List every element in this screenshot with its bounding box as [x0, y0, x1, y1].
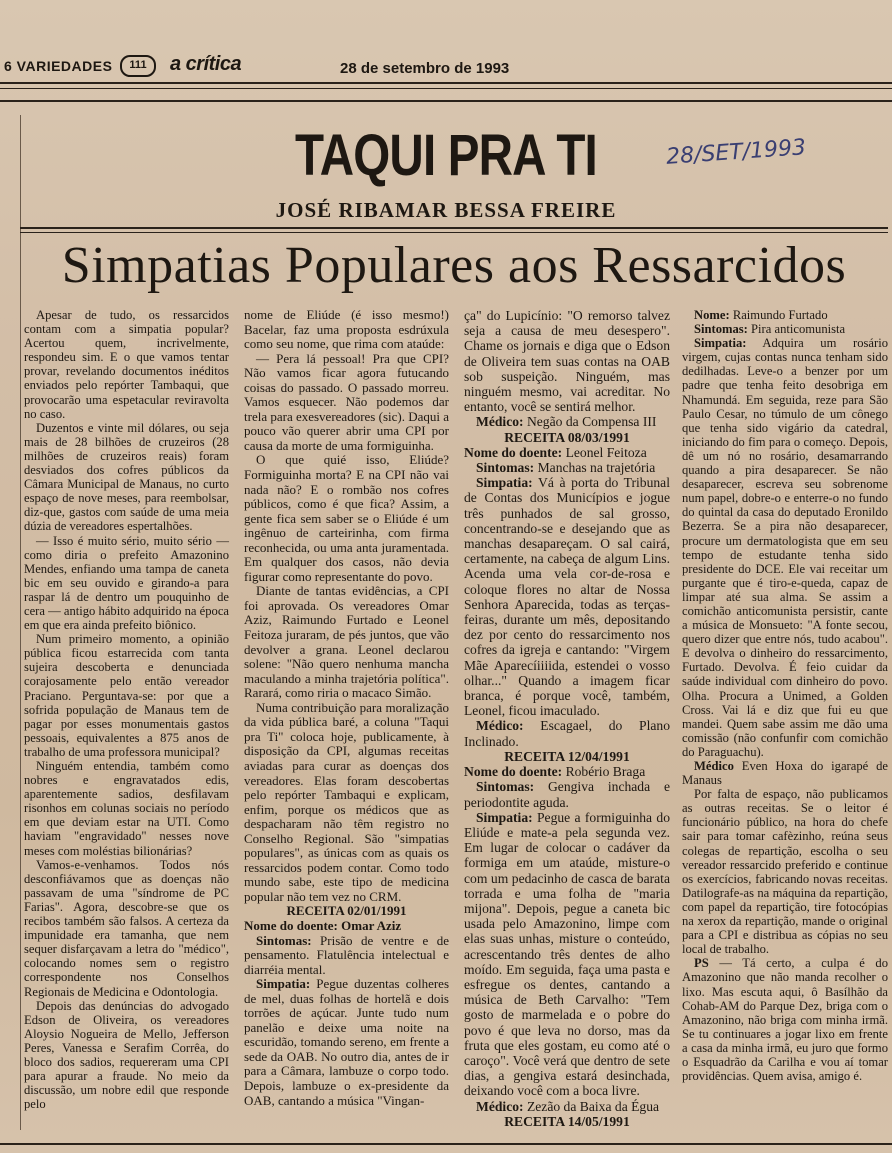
- paragraph: O que quié isso, Eliúde? Formiguinha morta? E na CPI não vai nada não? E o rombão nos cofres públicos, como é que fica? Assim, a gente fica sem saber se o Eliúde é um ingênuo de carteirinha, com firma reconhecida, ou uma anta juramentada. Em qualquer dos casos, não devia figurar como representante do povo.: [244, 452, 449, 584]
- bottom-rule: [0, 1143, 892, 1145]
- article-column-1: [24, 308, 229, 1111]
- field-label: Médico:: [476, 414, 524, 430]
- field-label: Nome:: [694, 308, 730, 322]
- recipe-symptoms: [244, 934, 449, 978]
- article-column-4: [682, 308, 888, 1083]
- field-value: Pegue a formiguinha do Eliúde e mate-a pela segunda vez. Em lugar de colocar o cadáver da formiga em um ataúde, misture-o com um pedacinho de casca de barata torrada e uma folha de "maria mijona". Depois, pegue a caneta bic usada pelo Amazonino, limpe com elas suas unhas, misture o conteúdo, acrescentando três dentes de alho moído. Em seguida, faça uma pasta e esfregue os dentes, cantando a música de Beth Carvalho: "Tem gosto de marmelada e o pobre do povo é que leva no dorso, mas da fruta que eles gostam, eu como até o caroço". Você verá que dentro de sete dias, a gengiva estará desinchada, deixando você com a boca livre.: [464, 809, 670, 1099]
- recipe-symptoms: [464, 460, 670, 475]
- field-value: Pegue duzentas colheres de mel, duas folhas de hortelã e dois torrões de açúcar. Junte tudo num panelão e deixe uma noite na escuridão, tomando sereno, em frente a sede da OAB. No outro dia, antes de ir para a Câmara, lambuze o corpo todo. Depois, lambuze o ex-presidente da OAB, cantando a música "Vingan-: [244, 976, 449, 1108]
- field-value: Omar Aziz: [337, 917, 402, 933]
- newspaper-name: a crítica: [170, 53, 242, 75]
- paragraph: nome de Eliúde (é isso mesmo!) Bacelar, faz uma proposta esdrúxula como seu nome, que rima com ataúde:: [244, 307, 449, 352]
- paragraph: Vamos-e-venhamos. Todos nós desconfiávamos que as doenças não passavam de uma "síndrome de PC Farias". Agora, descobre-se que os recibos também são falsos. A certeza da impunidade era tamanha, que nem sequer disfarçavam a letra do "médico", colocando nomes sem o registro correspondente nos Conselhos Regionais de Medicina e Odontologia.: [24, 857, 229, 999]
- field-label: Nome do doente:: [464, 764, 563, 780]
- field-value: Adquira um rosário virgem, cujas contas nunca tenham sido dedilhadas. Leve-o a benzer por um padre que tenha feito desobriga em Nhamundá. Em seguida, reze para São Paulo Cesar, no túmulo de um cônego que tenha sido vigário da catedral, iniciando do fim para o começo. Depois, dê um nó no rosário, desamarrando quando a pira desaparecer. Se não desaparecer, escreva seu sobrenome num papel, dobre-o e enterre-o no fundo do quintal da casa do deputado Eronildo Bezerra. Se a pira não desaparecer, procure um dermatologista que em seu tempo de estudante tenha sido presidente do DCE. Ele vai receitar um purgante que é tiro-e-queda, capaz de limpar até sua alma. Se assim a comichão anticomunista persistir, cante a música de Monsueto: "A fonte secou, quero dizer que entre nós, tudo acabou". E devolva o dinheiro do ressarcimento, Furtado. Devolva. É feio cuidar da saúde individual com dinheiro do povo. Olha. Procura a Unimed, a Golden Cross. Vai lá e diz que fui eu que mandei. Quem sabe assim me dão uma comissão (não confunfir com comichão do Paraguachu).: [682, 336, 888, 759]
- paragraph: ça" do Lupicínio: "O remorso talvez seja a causa de meu desespero". Chame os jornais e diga que o Edson de Oliveira tem suas contas na OAB sob suspeição. Ninguém, mas ninguém mesmo, vai acreditar. No entanto, você se sentirá melhor.: [464, 308, 670, 415]
- recipe-doctor: [464, 414, 670, 429]
- field-label: Simpatia:: [476, 809, 533, 825]
- field-value: — Tá certo, a culpa é do Amazonino que não manda recolher o lixo. Mas escuta aqui, ô Basílhão da Cohab-AM do Parque Dez, briga com o Amazonino, não briga com minha irmã. Se tu continuares a jogar lixo em frente a casa da minha irmã, eu juro que formo o Esquadrão da Carilha e vou aí tomar providências. Quem avisa, amigo é.: [682, 956, 888, 1084]
- recipe-symptoms: [464, 779, 670, 809]
- recipe-doctor: [682, 759, 888, 787]
- recipe-patient: [464, 445, 670, 460]
- postscript: [682, 956, 888, 1083]
- article-column-2: [244, 308, 449, 1108]
- recipe-doctor: [464, 1099, 670, 1114]
- header-rule: [0, 82, 892, 84]
- field-value: Robério Braga: [562, 764, 646, 780]
- recipe-remedy: [244, 977, 449, 1108]
- recipe-patient: [244, 919, 449, 934]
- field-value: Negão da Compensa III: [523, 414, 657, 430]
- recipe-remedy: [464, 475, 670, 718]
- newspaper-logo-icon: 111: [120, 55, 156, 77]
- field-label: PS: [694, 956, 709, 971]
- article-body: [24, 308, 888, 1138]
- recipe-remedy: [464, 810, 670, 1099]
- field-label: Sintomas:: [476, 460, 535, 476]
- field-value: Escagael, do Plano Inclinado.: [464, 718, 670, 749]
- paragraph: Depois das denúncias do advogado Edson de Oliveira, os vereadores Aloysio Nogueira de Mello, Jefferson Peres, Vanessa e Serafim Corrêa, do bloco dos sadios, requereram uma CPI para apurar a fraude. No meio da discussão, um nobre edil que responde pelo: [24, 998, 229, 1112]
- paragraph: — Pera lá pessoal! Pra que CPI? Não vamos ficar agora futucando coisas do passado. O passado morreu. Vamos esquecer. Não podemos dar trela para exesvereadores (sic). Daqui a pouco vão querer abrir uma CPI por causa da morte de uma formiguinha.: [244, 350, 449, 453]
- recipe-remedy: [682, 336, 888, 759]
- page-header: [0, 52, 892, 82]
- recipe-heading: RECEITA 08/03/1991: [504, 429, 630, 445]
- field-value: Prisão de ventre e de pensamento. Flatulência intelectual e diarréia mental.: [244, 932, 449, 977]
- field-label: Sintomas:: [256, 932, 312, 948]
- field-value: Manchas na trajetória: [534, 460, 656, 476]
- field-label: Nome do doente:: [464, 444, 563, 460]
- paragraph: Por falta de espaço, não publicamos as outras receitas. Se o leitor é funcionário público, na hora do chefe sair para tomar cafèzinho, reúna seus colegas de repartição, escolha o seu vereador ressarcido preferido e continue os exercícios, fabricando novas receitas. Datilografe-as na máquina da repartição, com papel da repartição, tire fotocópias na xerox da repartição, mande o original para a CPI e distribua as cópias no seu local de trabalho.: [682, 787, 888, 957]
- field-value: Leonel Feitoza: [562, 444, 647, 460]
- byline: JOSÉ RIBAMAR BESSA FREIRE: [275, 198, 617, 222]
- field-value: Vá à porta do Tribunal de Contas dos Municípios e jogue três punhados de sal grosso, concentrando-se e desejando que as manchas desapareçam. O sal cairá, certamente, na cabeça de algum Lins. Acenda uma vela cor-de-rosa e coloque flores no altar de Nossa Senhora Aparecida, todas as terças-feiras, durante um mês, depositando dez por cento do ressarcimento nos cofres da igreja e cantando: "Virgem Mãe Aparecíiiiida, estendei o vosso olhar..." Quando a imagem ficar branca, é porque você, também, Leonel, ficou imaculado.: [464, 475, 670, 719]
- headline: Simpatias Populares aos Ressarcidos: [61, 237, 847, 294]
- field-label: Simpatia:: [694, 336, 747, 351]
- paragraph: Diante de tantas evidências, a CPI foi aprovada. Os vereadores Omar Aziz, Raimundo Furtado e Leonel Feitoza juraram, de pés juntos, que vão devolver a grana. Leonel declarou solene: "Não quero nenhuma mancha maculando a minha trajetória política". Rarará, como riria o macaco Simão.: [244, 583, 449, 701]
- recipe-doctor: [464, 718, 670, 748]
- section-label: 6 VARIEDADES: [4, 58, 113, 74]
- publication-date: 28 de setembro de 1993: [340, 60, 510, 77]
- paragraph: Duzentos e vinte mil dólares, ou seja mais de 28 bilhões de cruzeiros (28 milhões de cruzeiros reais) foram desviados dos cofres públicos da Câmara Municipal de Manaus, no curto espaço de nove meses, para reembolsar, diz-que, gastos com saúde de uma meia dúzia de vereadores espertalhões.: [24, 420, 229, 534]
- field-label: Simpatia:: [476, 475, 533, 491]
- field-value: Pira anticomunista: [747, 322, 846, 337]
- field-value: Even Hoxa do igarapé de Manaus: [682, 759, 888, 788]
- paragraph: — Isso é muito sério, muito sério — como diria o prefeito Amazonino Mendes, enfiando uma tampa de caneta bic em seu ouvido e girando-a para raspar lá de dentro um pouquinho de cera — antigo hábito adquirido na época em que era ainda prefeito biônico.: [24, 533, 229, 633]
- header-rule-thin: [0, 88, 892, 89]
- recipe-symptoms: [682, 322, 888, 336]
- field-label: Médico: [694, 759, 734, 773]
- title-rule: [20, 227, 888, 229]
- field-label: Sintomas:: [476, 779, 535, 795]
- title-rule-thin: [20, 232, 888, 233]
- handwritten-date: 28/SET/1993: [665, 135, 807, 170]
- column-title: TAQUI PRA TI: [295, 123, 597, 188]
- recipe-heading: RECEITA 12/04/1991: [504, 748, 630, 764]
- field-label: Médico:: [476, 1098, 524, 1114]
- article-column-3: [464, 308, 670, 1129]
- field-value: Gengiva inchada e periodontite aguda.: [464, 779, 670, 810]
- recipe-heading: RECEITA 14/05/1991: [504, 1113, 630, 1129]
- recipe-patient: [682, 308, 888, 322]
- field-label: Sintomas:: [694, 322, 748, 337]
- paragraph: Numa contribuição para moralização da vida pública baré, a coluna "Taqui pra Ti" coloca hoje, publicamente, à disposição da CPI, algumas receitas aviadas para curar as doenças dos vereadores. Elas foram descobertas pelo repórter Tambaqui e explicam, enfim, porque os médicos que as despacharam não têm registro no Conselho Regional. São "simpatias populares", as únicas com as quais os ressarcidos podem contar. Como todo mundo sabe, este tipo de medicina popular não tem vez no CRM.: [244, 699, 449, 904]
- field-value: Raimundo Furtado: [729, 308, 828, 322]
- field-label: Médico:: [476, 718, 524, 734]
- paragraph: Apesar de tudo, os ressarcidos contam com a simpatia popular? Acertou quem, incrivelmente, respondeu sim. E o que vamos tentar provar, revelando documentos inéditos enviados pelo repórter Tambaqui, que provocarão uma espetacular reviravolta no caso.: [24, 308, 229, 421]
- recipe-heading: RECEITA 02/01/1991: [286, 903, 407, 919]
- paragraph: Ninguém entendia, também como nobres e engravatados edis, aparentemente sadios, desfilavam risonhos em colunas sociais no período em que deviam estar na UTI. Como haviam "engravidado" nesses nove meses com moléstias bilionárias?: [24, 759, 229, 858]
- recipe-patient: [464, 764, 670, 779]
- field-value: Zezão da Baixa da Égua: [523, 1098, 660, 1114]
- header-rule-lower: [0, 100, 892, 102]
- paragraph: Num primeiro momento, a opinião pública ficou estarrecida com tanta sujeira descoberta e denunciada corajosamente pelo então vereador Praciano. Perguntava-se: por que a sofrida população de Manaus tem de pagar por esses monumentais gastos pessoais, equivalentes a 875 anos de trabalho de uma professora municipal?: [24, 632, 229, 759]
- field-label: Nome do doente:: [244, 917, 338, 933]
- field-label: Simpatia:: [256, 976, 311, 992]
